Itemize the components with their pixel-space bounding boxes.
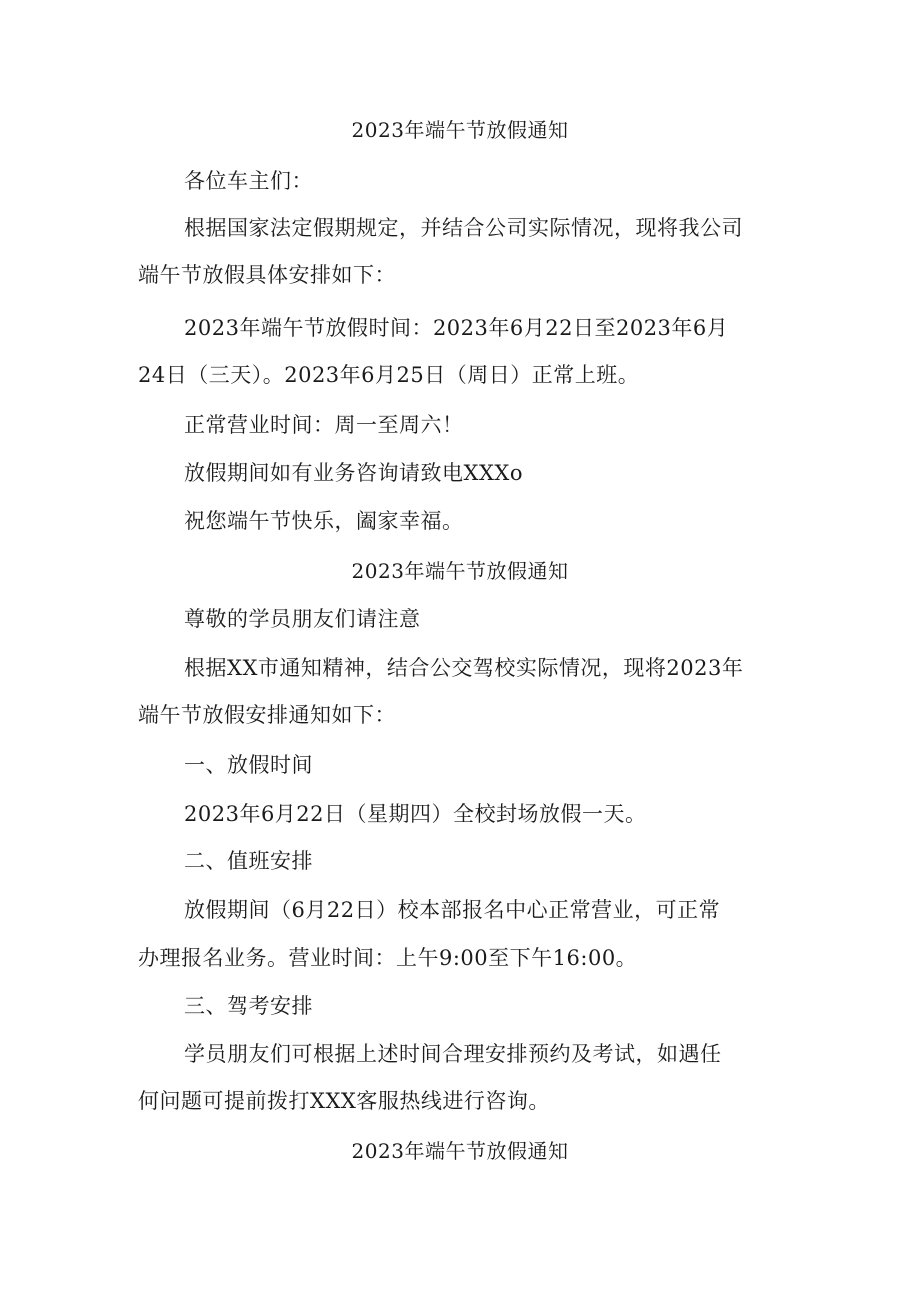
notice-title: 2023年端午节放假通知 <box>351 118 569 142</box>
paragraph-line: 根据XX市通知精神，结合公交驾校实际情况，现将2023年 <box>184 656 744 680</box>
paragraph-line: 24日（三天）。2023年6月25日（周日）正常上班。 <box>138 363 640 387</box>
notice-title: 2023年端午节放假通知 <box>351 559 569 583</box>
greeting: 各位车主们： <box>184 169 313 193</box>
section-heading: 三、驾考安排 <box>184 994 313 1018</box>
paragraph-line: 学员朋友们可根据上述时间合理安排预约及考试，如遇任 <box>184 1042 722 1066</box>
paragraph-line: 2023年端午节放假时间：2023年6月22日至2023年6月 <box>184 316 729 340</box>
paragraph-line: 2023年6月22日（星期四）全校封场放假一天。 <box>184 802 647 826</box>
greeting: 尊敬的学员朋友们请注意 <box>184 607 421 631</box>
paragraph-line: 根据国家法定假期规定，并结合公司实际情况，现将我公司 <box>184 216 743 240</box>
paragraph-line: 正常营业时间：周一至周六！ <box>184 413 464 437</box>
paragraph-line: 放假期间如有业务咨询请致电XXXo <box>184 461 523 485</box>
section-heading: 一、放假时间 <box>184 753 313 777</box>
notice-title: 2023年端午节放假通知 <box>351 1139 569 1163</box>
paragraph-line: 何问题可提前拨打XXX客服热线进行咨询。 <box>138 1089 550 1113</box>
paragraph-line: 端午节放假具体安排如下： <box>138 263 396 287</box>
section-heading: 二、值班安排 <box>184 849 313 873</box>
paragraph-line: 祝您端午节快乐，阖家幸福。 <box>184 509 464 533</box>
paragraph-line: 放假期间（6月22日）校本部报名中心正常营业，可正常 <box>184 898 721 922</box>
paragraph-line: 办理报名业务。营业时间：上午9:00至下午16:00。 <box>138 946 638 970</box>
paragraph-line: 端午节放假安排通知如下： <box>138 703 396 727</box>
